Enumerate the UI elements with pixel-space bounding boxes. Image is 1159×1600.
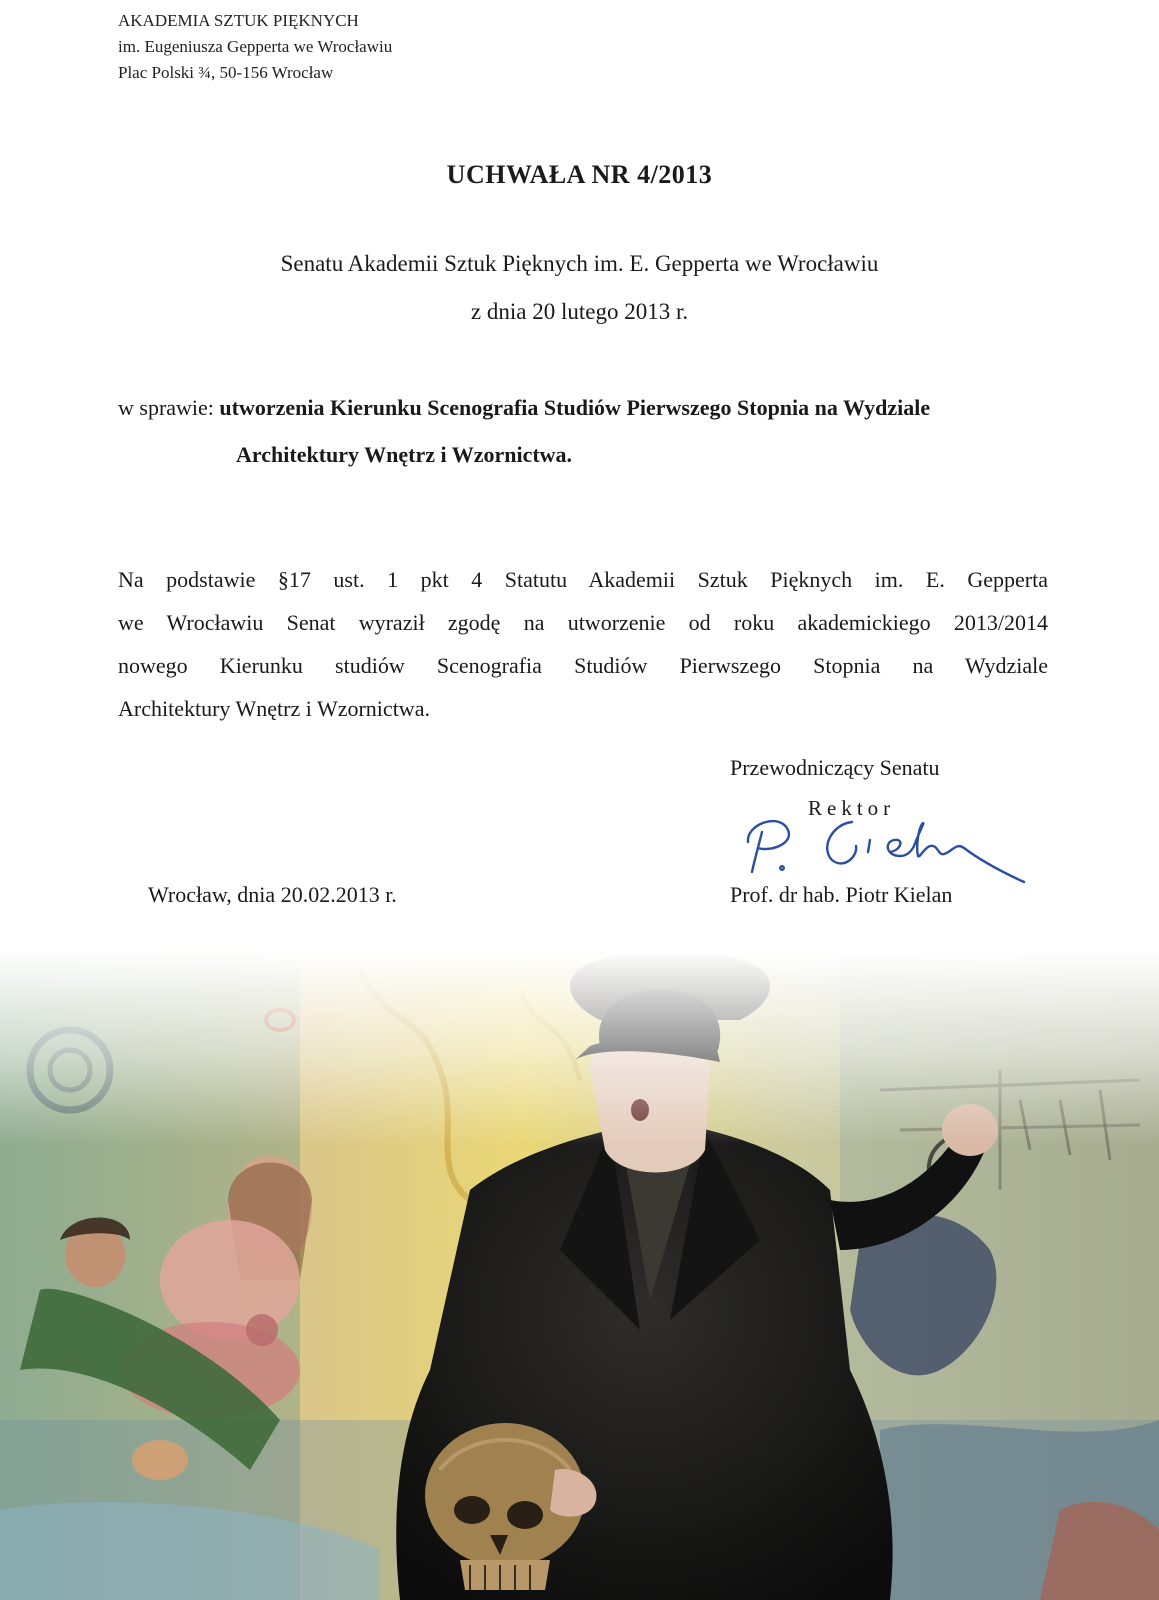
subject-prefix: w sprawie: — [118, 395, 220, 420]
resolution-body — [118, 558, 1048, 730]
signatory-role: Przewodniczący Senatu — [730, 755, 940, 780]
body-line: nowego Kierunku studiów Scenografia Studiów Pierwszego Stopnia na Wydziale — [118, 653, 1048, 678]
signatory-title: Rektor — [808, 796, 896, 820]
theatre-scene-photo — [0, 950, 1159, 1600]
place-and-date: Wrocław, dnia 20.02.2013 r. — [148, 882, 397, 907]
body-line: we Wrocławiu Senat wyraził zgodę na utworzenie od roku akademickiego 2013/2014 — [118, 610, 1048, 635]
institution-name: AKADEMIA SZTUK PIĘKNYCH — [118, 11, 359, 30]
institution-subname: im. Eugeniusza Gepperta we Wrocławiu — [118, 37, 393, 56]
document-date: z dnia 20 lutego 2013 r. — [470, 299, 689, 324]
body-line: Architektury Wnętrz i Wzornictwa. — [118, 696, 430, 721]
document-title: UCHWAŁA NR 4/2013 — [446, 160, 713, 189]
document-issuer: Senatu Akademii Sztuk Pięknych im. E. Gepperta we Wrocławiu — [280, 251, 879, 276]
subject-line-continued: Architektury Wnętrz i Wzornictwa. — [236, 442, 573, 467]
signatory-name: Prof. dr hab. Piotr Kielan — [730, 882, 953, 907]
subject-text: utworzenia Kierunku Scenografia Studiów Pierwszego Stopnia na Wydziale — [219, 395, 931, 420]
subject-line — [118, 395, 930, 421]
institution-address: Plac Polski ¾, 50-156 Wrocław — [118, 63, 334, 82]
body-line: Na podstawie §17 ust. 1 pkt 4 Statutu Akademii Sztuk Pięknych im. E. Gepperta — [118, 567, 1048, 592]
